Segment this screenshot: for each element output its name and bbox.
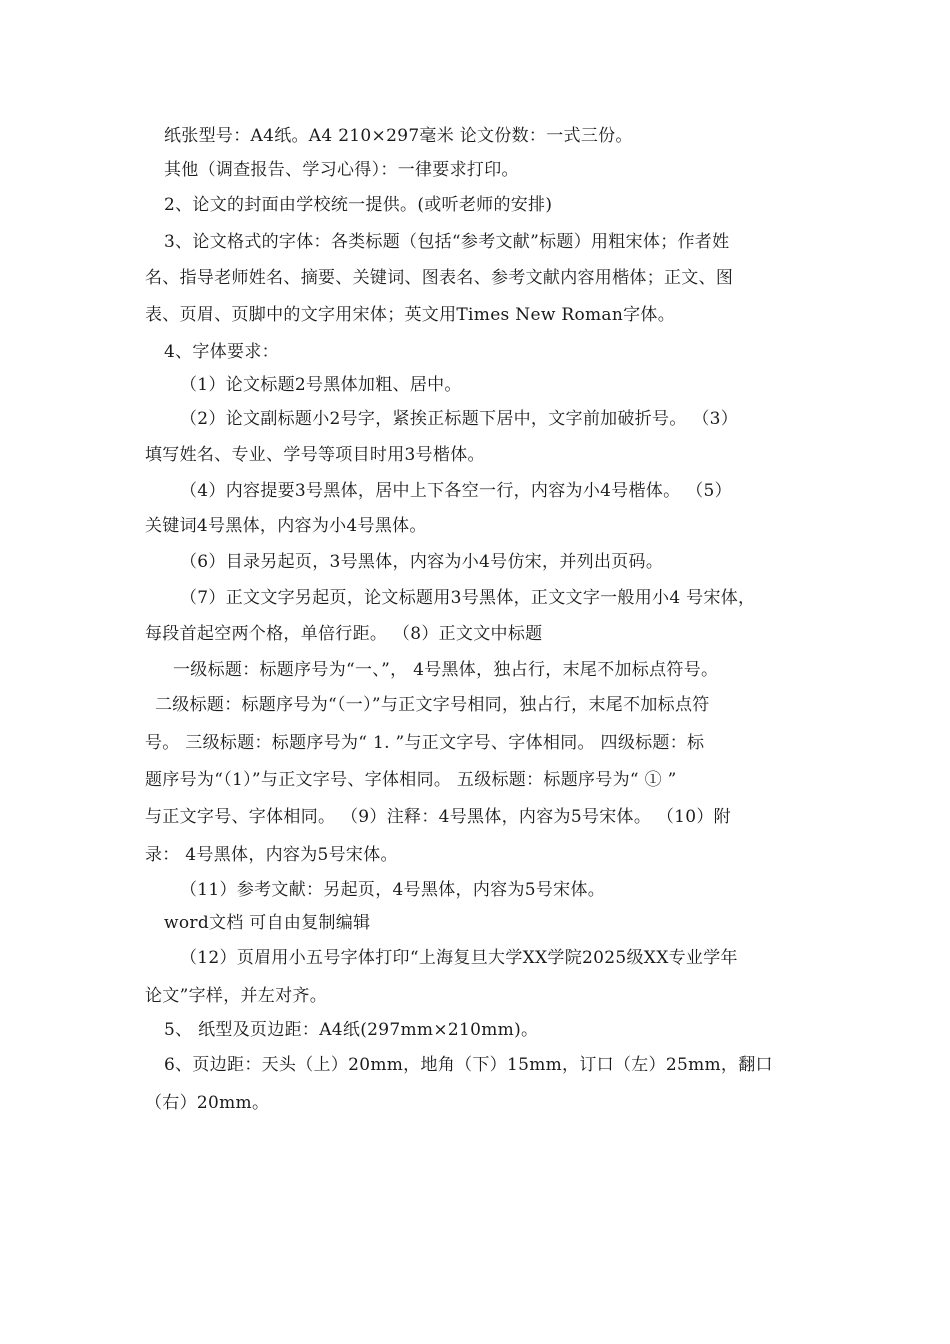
text-line-margins-detail-cont: （右）20mm。 xyxy=(145,1093,270,1113)
text-line-heading-level-1: 一级标题：标题序号为“一、”， 4号黑体，独占行，末尾不加标点符号。 xyxy=(173,660,719,680)
text-line-appendix: 录： 4号黑体，内容为5号宋体。 xyxy=(145,845,398,865)
text-line-notes: 与正文字号、字体相同。 （9）注释：4号黑体，内容为5号宋体。 （10）附 xyxy=(145,807,731,827)
text-line-paper-size: 纸张型号：A4纸。A4 210×297毫米 论文份数：一式三份。 xyxy=(164,126,633,146)
text-line-item-12-cont: 论文”字样，并左对齐。 xyxy=(145,986,327,1006)
text-line-item-1: （1）论文标题2号黑体加粗、居中。 xyxy=(180,375,462,395)
text-line-item-7: （7）正文文字另起页，论文标题用3号黑体，正文文字一般用小4 号宋体， xyxy=(180,588,756,608)
text-line-font-rules-1: 3、论文格式的字体：各类标题（包括“参考文献”标题）用粗宋体；作者姓 xyxy=(164,232,730,252)
text-line-font-rules-3: 表、页眉、页脚中的文字用宋体；英文用Times New Roman字体。 xyxy=(145,305,676,325)
text-line-font-requirements: 4、字体要求： xyxy=(164,342,279,362)
text-line-margins-detail: 6、页边距：天头（上）20mm，地角（下）15mm，订口（左）25mm，翻口 xyxy=(164,1055,773,1075)
text-line-item-12: （12）页眉用小五号字体打印“上海复旦大学XX学院2025级XX专业学年 xyxy=(180,948,738,968)
text-line-item-7-cont: 每段首起空两个格，单倍行距。 （8）正文文中标题 xyxy=(145,624,543,644)
text-line-paper-margins: 5、 纸型及页边距：A4纸(297mm×210mm)。 xyxy=(164,1020,539,1040)
text-line-font-rules-2: 名、指导老师姓名、摘要、关键词、图表名、参考文献内容用楷体；正文、图 xyxy=(145,268,734,288)
text-line-item-6: （6）目录另起页，3号黑体，内容为小4号仿宋，并列出页码。 xyxy=(180,552,664,572)
text-line-item-5: 关键词4号黑体，内容为小4号黑体。 xyxy=(145,516,427,536)
text-line-word-doc-note: word文档 可自由复制编辑 xyxy=(164,913,371,933)
text-line-cover: 2、论文的封面由学校统一提供。(或听老师的安排) xyxy=(164,195,553,215)
text-line-heading-level-3: 号。 三级标题：标题序号为“ 1. ”与正文字号、字体相同。 四级标题：标 xyxy=(145,733,705,753)
text-line-references: （11）参考文献：另起页，4号黑体，内容为5号宋体。 xyxy=(180,880,606,900)
text-line-item-2: （2）论文副标题小2号字，紧挨正标题下居中，文字前加破折号。 （3） xyxy=(180,409,739,429)
text-line-heading-level-4: 题序号为“（1）”与正文字号、字体相同。 五级标题：标题序号为“ ① ” xyxy=(145,770,677,790)
text-line-item-3: 填写姓名、专业、学号等项目时用3号楷体。 xyxy=(145,445,485,465)
text-line-heading-level-2: 二级标题：标题序号为“（一）”与正文字号相同，独占行，末尾不加标点符 xyxy=(155,695,710,715)
text-line-item-4: （4）内容提要3号黑体，居中上下各空一行，内容为小4号楷体。 （5） xyxy=(180,481,732,501)
text-line-other-print: 其他（调查报告、学习心得）：一律要求打印。 xyxy=(164,160,519,180)
